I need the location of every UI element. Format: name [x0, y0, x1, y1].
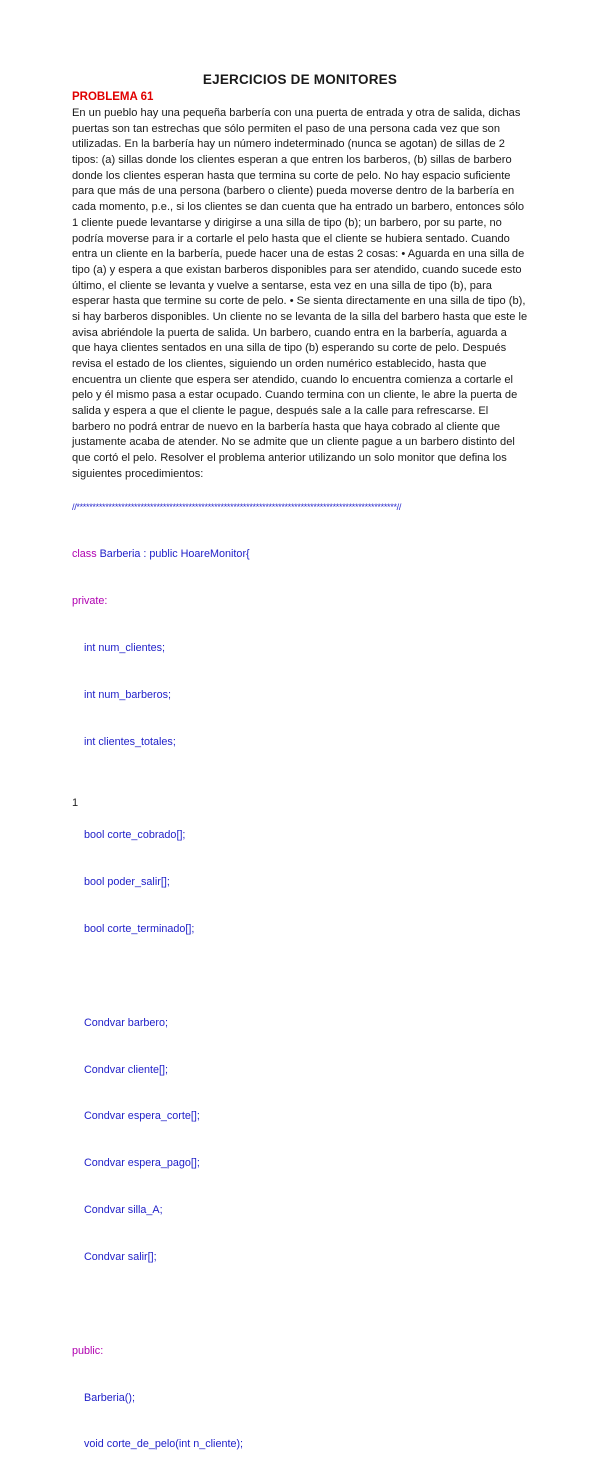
paragraph-line: cada momento, p.e., si los clientes se dan cuenta que ha entrado un barbero, entonces sólo	[72, 201, 525, 214]
code-keyword-class: class	[72, 548, 100, 561]
code-line: void corte_de_pelo(int n_cliente);	[84, 1438, 244, 1451]
code-line: Barberia();	[84, 1391, 136, 1404]
code-line: int clientes_totales;	[84, 735, 176, 748]
paragraph-line: 1 cliente puede levantarse y dirigirse a una silla de tipo (b); un barbero, por su parte, no	[72, 216, 502, 229]
problem-label: PROBLEMA 61	[72, 91, 154, 103]
code-line: int num_clientes;	[84, 641, 166, 654]
code-separator-comment: //****************************************************************************************************//	[72, 502, 402, 513]
paragraph-line: tipos: (a) sillas donde los clientes esperan a que entren los barberos, (b) sillas de barbero	[72, 154, 512, 167]
paragraph-line: justamente acaba de atender. No se admite que un cliente pague a un barbero distinto del	[72, 436, 515, 449]
code-blank-line	[72, 969, 542, 985]
document-title: EJERCICIOS DE MONITORES	[202, 72, 398, 87]
paragraph-line: tipo (a) y espera a que existan barberos disponibles para ser atendido, cuando sucede esto	[72, 263, 522, 276]
code-blank-line	[72, 1297, 542, 1313]
code-line: bool corte_cobrado[];	[84, 829, 186, 842]
code-line: bool poder_salir[];	[84, 876, 170, 889]
code-private-label: private:	[72, 594, 108, 607]
paragraph-line: avisa abriéndole la puerta de salida. Un barbero, cuando entra en la barbería, aguarda a	[72, 326, 507, 339]
code-line: Condvar espera_corte[];	[84, 1110, 200, 1123]
paragraph-line: utilizadas. En la barbería hay un número indeterminado (nunca se agotan) de sillas de 2	[72, 138, 505, 151]
paragraph-line: pelo y él mismo pasa a estar ocupado. Cuando termina con un cliente, le abre la puerta de	[72, 389, 518, 402]
code-line: Condvar cliente[];	[84, 1063, 169, 1076]
code-class-declaration	[72, 547, 542, 563]
paragraph-line: puertas son tan estrechas que sólo permiten el paso de una persona cada vez que son	[72, 122, 501, 135]
problem-statement	[72, 106, 530, 483]
paragraph-line: En un pueblo hay una pequeña barbería con una puerta de entrada y otra de salida, dichas	[72, 107, 521, 119]
page-number: 1	[72, 797, 79, 809]
paragraph-line: que haya clientes sentados en una silla de tipo (b) esperando su corte de pelo. Después	[72, 342, 507, 355]
paragraph-line: para que más de una persona (barbero o cliente) pueda moverse dentro de la barbería en	[72, 185, 515, 198]
paragraph-line: donde los clientes esperan hasta que termina su corte de pelo. No hay espacio suficiente	[72, 169, 511, 182]
code-line: Condvar barbero;	[84, 1016, 169, 1029]
paragraph-line: último, el cliente se levanta y vuelve a sentarse, esta vez en una silla de tipo (b), para	[72, 279, 492, 292]
code-blank-line	[72, 781, 542, 797]
paragraph-line: barbero no podrá entrar de nuevo en la barbería hasta que haya cobrado al cliente que	[72, 420, 501, 433]
code-block	[72, 469, 542, 1484]
paragraph-line: podría moverse para ir a cortarle el pelo hasta que el cliente se hubiera sentado. Cuando	[72, 232, 510, 245]
paragraph-line: salida y espera a que el cliente le pague, después sale a la calle para refrescarse. El	[72, 405, 489, 418]
code-line: int num_barberos;	[84, 688, 172, 701]
code-line: bool corte_terminado[];	[84, 922, 195, 935]
code-line: Condvar salir[];	[84, 1251, 157, 1263]
paragraph-line: si hay barberos disponibles. Un cliente no se levanta de la silla del barbero hasta que este le	[72, 310, 528, 323]
code-line: Condvar espera_pago[];	[84, 1157, 200, 1170]
paragraph-line: encuentra un cliente que espera ser atendido, cuando lo encuentra comienza a cortarle el	[72, 373, 513, 386]
code-line: Condvar silla_A;	[84, 1204, 163, 1217]
code-class-name: Barberia : public HoareMonitor{	[99, 548, 250, 561]
paragraph-line: revisa el estado de los clientes, siguiendo un orden numérico establecido, hasta que	[72, 358, 487, 370]
paragraph-line: entra un cliente en la barbería, puede hacer una de estas 2 cosas: • Aguarda en una silla de	[72, 248, 525, 261]
paragraph-line: siguientes procedimientos:	[72, 467, 204, 480]
paragraph-line: que cortó el pelo. Resolver el problema anterior utilizando un solo monitor que defina los	[72, 452, 507, 465]
paragraph-line: esperar hasta que termine su corte de pelo. • Se sienta directamente en una silla de tipo (b),	[72, 295, 526, 308]
code-public-label: public:	[72, 1344, 104, 1357]
